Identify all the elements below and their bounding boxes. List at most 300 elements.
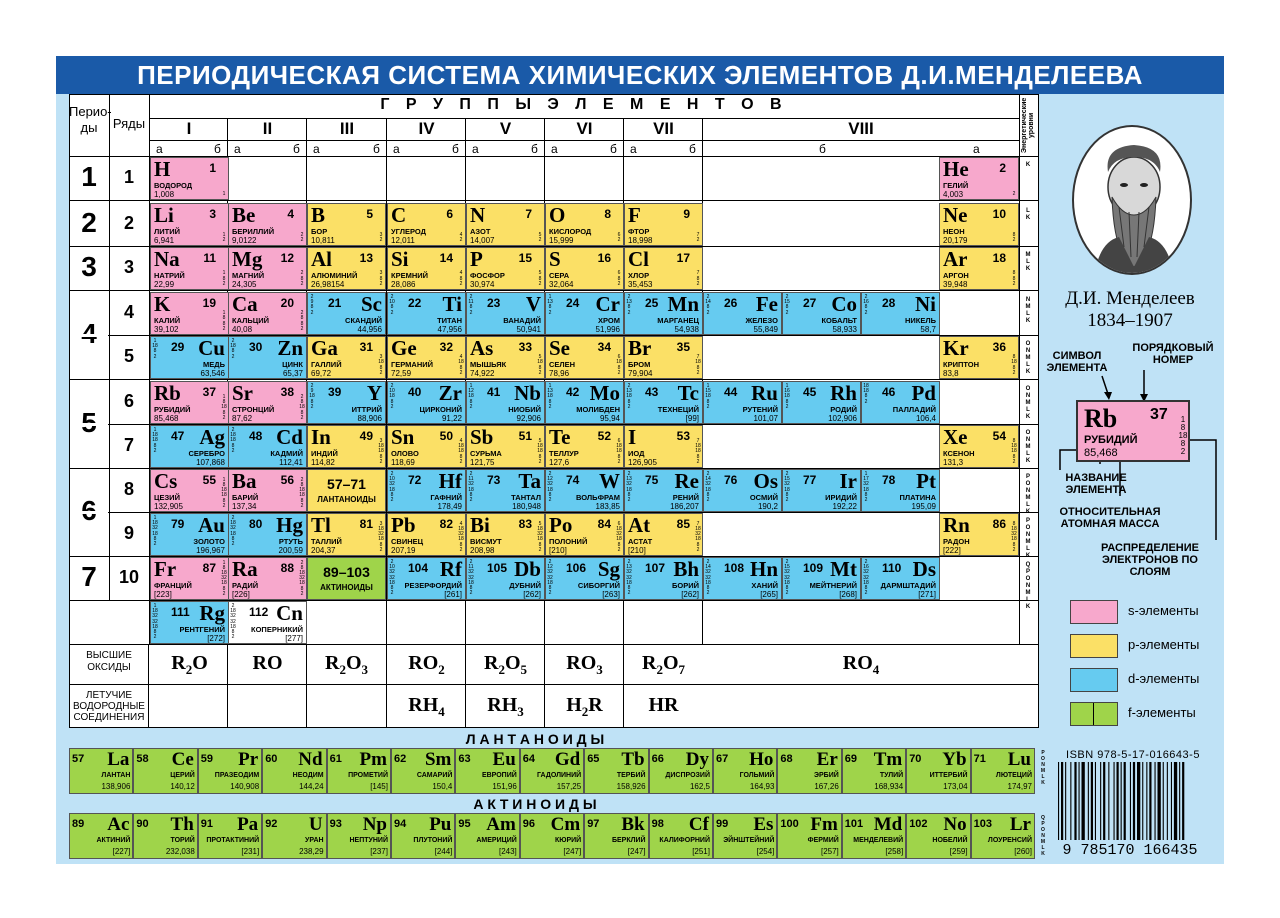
element-name: СИБОРГИЙ	[577, 581, 620, 590]
element-name: РТУТЬ	[278, 537, 303, 546]
element-cell-s	[545, 247, 624, 290]
element-cell-hg	[228, 513, 307, 556]
atomic-mass: [226]	[232, 590, 250, 599]
f-element-cell-ac	[69, 813, 133, 859]
element-symbol: Ce	[171, 749, 194, 770]
element-symbol: As	[470, 336, 494, 360]
atomic-number: 88	[280, 561, 294, 575]
atomic-number: 95	[458, 818, 471, 830]
atomic-number: 46	[882, 385, 896, 399]
barcode-bar	[1182, 762, 1184, 840]
atomic-mass: 183,85	[595, 502, 620, 511]
grid-line	[69, 290, 1039, 291]
subgroup-a-label: а	[551, 142, 558, 156]
element-cell-os	[703, 469, 782, 512]
element-name: ВИСМУТ	[470, 537, 502, 546]
electron-shells: 2 13 8 2	[626, 294, 632, 316]
f-element-cell-cm	[520, 813, 584, 859]
element-cell-p	[466, 247, 545, 290]
barcode-bar	[1088, 762, 1089, 840]
element-cell-ga	[307, 336, 386, 379]
element-symbol: Hg	[276, 513, 303, 537]
f-element-cell-md	[842, 813, 906, 859]
atomic-mass: 58,933	[832, 325, 857, 334]
element-cell-at	[624, 513, 703, 556]
element-cell-br	[624, 336, 703, 379]
row-label-9: 9	[123, 523, 134, 543]
subgroup-a-label: а	[393, 142, 400, 156]
element-cell-kr	[939, 336, 1019, 379]
barcode-bar	[1167, 762, 1168, 840]
atomic-mass: 144,24	[299, 782, 324, 791]
atomic-number: 61	[329, 753, 342, 765]
key-example-mass: 85,468	[1084, 447, 1118, 459]
element-symbol: B	[311, 203, 326, 227]
subgroup-a-label: а	[630, 142, 637, 156]
element-name: ИОД	[628, 449, 645, 458]
electron-shells: 2	[1012, 190, 1016, 197]
atomic-number: 83	[518, 517, 532, 531]
element-name: БЕРИЛЛИЙ	[232, 227, 275, 236]
energy-level-indicator: O N M L K	[1025, 341, 1031, 375]
element-name: БЕРКЛИЙ	[611, 837, 646, 844]
element-symbol: Hn	[749, 557, 778, 581]
atomic-mass: 207,19	[391, 546, 416, 555]
barcode-bar	[1100, 762, 1101, 840]
atomic-number: 82	[439, 517, 453, 531]
atomic-mass: [210]	[549, 546, 567, 555]
element-symbol: Pt	[916, 469, 936, 493]
element-name: МЕНДЕЛЕВИЙ	[853, 837, 904, 844]
element-symbol: Rf	[439, 557, 462, 581]
element-name: МАРГАНЕЦ	[657, 316, 699, 325]
element-symbol: Db	[514, 557, 541, 581]
element-name: ГАДОЛИНИЙ	[537, 772, 582, 779]
element-symbol: Pa	[237, 814, 259, 835]
barcode-digits: 9 785170 166435	[1062, 842, 1198, 859]
atomic-number: 108	[724, 561, 745, 575]
energy-level-indicator: P O N M L K	[1025, 518, 1031, 559]
element-symbol: At	[628, 513, 651, 537]
electron-shells: 7 2	[696, 231, 700, 243]
key-example-cell	[1076, 400, 1190, 462]
atomic-mass: 4,003	[943, 190, 964, 199]
period-label-2: 2	[81, 207, 97, 238]
element-name: ЛАНТАН	[101, 772, 131, 779]
element-name: ВАНАДИЙ	[503, 316, 541, 325]
element-cell-sr	[228, 381, 307, 424]
electron-shells: 1 15 18 8 2	[705, 383, 711, 410]
element-name: БОР	[311, 227, 328, 236]
element-symbol: Bi	[470, 513, 490, 537]
element-symbol: Cl	[628, 247, 649, 271]
electron-shells: 7 18 32 18 8 2	[695, 520, 701, 553]
element-symbol: Ru	[751, 381, 778, 405]
atomic-mass: [99]	[685, 414, 699, 423]
atomic-mass: 95,94	[599, 414, 620, 423]
atomic-mass: [257]	[820, 847, 839, 856]
element-cell-xe	[939, 425, 1019, 468]
atomic-mass: 18,998	[628, 236, 653, 245]
element-cell-nb	[466, 381, 545, 424]
f-element-cell-dy	[649, 748, 713, 794]
electron-shells: 7 8 2	[696, 270, 700, 287]
atomic-mass: [237]	[370, 847, 388, 856]
f-element-cell-sm	[391, 748, 455, 794]
atomic-mass: 79,904	[628, 369, 653, 378]
atomic-mass: [247]	[627, 847, 646, 856]
key-name-label: НАЗВАНИЕ ЭЛЕМЕНТА	[1065, 472, 1127, 496]
element-cell-pd	[861, 381, 940, 424]
f-element-cell-es	[713, 813, 777, 859]
subgroup-b-label: б	[293, 142, 300, 156]
atomic-number: 24	[566, 296, 580, 310]
electron-shells: 1 16 18 8 2	[784, 383, 790, 410]
atomic-mass: 58,7	[920, 325, 936, 334]
electron-shells: 4 8 2	[459, 270, 463, 287]
barcode-bar	[1061, 762, 1063, 840]
barcode-bar	[1070, 762, 1071, 840]
atomic-mass: 164,93	[749, 782, 775, 791]
element-name: СТРОНЦИЙ	[232, 405, 275, 414]
atomic-number: 40	[408, 385, 422, 399]
atomic-number: 80	[249, 517, 263, 531]
atomic-mass: [261]	[444, 590, 462, 599]
element-symbol: Mg	[232, 247, 263, 271]
element-symbol: Ti	[442, 292, 462, 316]
atomic-mass: 151,96	[492, 782, 517, 791]
atomic-number: 42	[566, 385, 580, 399]
element-cell-cr	[545, 292, 624, 335]
element-name: МЕЙТНЕРИЙ	[809, 581, 857, 590]
atomic-mass: 180,948	[512, 502, 541, 511]
element-name: ДИСПРОЗИЙ	[665, 772, 710, 779]
element-symbol: V	[525, 292, 541, 316]
element-symbol: Nb	[514, 381, 541, 405]
grid-line	[69, 200, 1039, 201]
atomic-number: 18	[992, 251, 1006, 265]
atomic-mass: 9,0122	[232, 236, 257, 245]
electron-shells: 2 8 8 2	[300, 310, 304, 332]
electron-shells: 1 18 32 32 18 8 2	[152, 603, 158, 641]
element-name: АСТАТ	[628, 537, 653, 546]
atomic-number: 101	[844, 818, 864, 830]
periodic-table-grid	[69, 94, 1039, 728]
element-symbol: Sb	[470, 425, 494, 449]
element-cell-pt	[861, 469, 940, 512]
f-element-cell-nd	[262, 748, 326, 794]
electron-shells: 8 18 8 2	[1011, 354, 1017, 376]
atomic-mass: 158,926	[616, 782, 646, 791]
element-symbol: Al	[311, 247, 332, 271]
row-label-6: 6	[123, 391, 134, 411]
element-cell-zn	[228, 336, 307, 379]
atomic-mass: 186,207	[670, 502, 699, 511]
electron-shells: 1 12 18 8 2	[468, 383, 474, 410]
element-symbol: Am	[486, 814, 516, 835]
element-cell-ir	[782, 469, 861, 512]
element-name: ФЕРМИЙ	[807, 837, 839, 844]
hydride-formula: $H_2R$	[566, 694, 603, 719]
subgroup-b-label: б	[689, 142, 696, 156]
atomic-mass: 238,29	[299, 847, 324, 856]
f-element-cell-th	[133, 813, 197, 859]
element-cell-li	[150, 203, 229, 246]
element-symbol: Cn	[276, 601, 303, 625]
atomic-mass: 63,546	[200, 369, 225, 378]
atomic-number: 11	[203, 251, 216, 265]
atomic-mass: [210]	[628, 546, 646, 555]
element-symbol: Pu	[429, 814, 452, 835]
atomic-number: 7	[525, 207, 532, 221]
atomic-number: 38	[280, 385, 294, 399]
element-cell-i	[624, 425, 703, 468]
electron-shells: 4 18 8 2	[458, 354, 464, 376]
atomic-number: 89	[72, 818, 85, 830]
f-element-cell-lr	[971, 813, 1035, 859]
atomic-mass: 55,849	[753, 325, 778, 334]
element-symbol: C	[391, 203, 407, 227]
atomic-mass: 102,906	[828, 414, 857, 423]
barcode-bar	[1058, 762, 1059, 840]
electron-shells: 4 2	[459, 231, 463, 243]
element-name: РУБИДИЙ	[154, 405, 191, 414]
element-symbol: Cs	[154, 469, 178, 493]
element-name: СЕЛЕН	[549, 360, 576, 369]
electron-shells: 2 8 18 32 18 8 2	[299, 559, 305, 597]
group-label-I: I	[186, 119, 192, 138]
atomic-number: 86	[992, 517, 1006, 531]
atomic-number: 5	[366, 207, 373, 221]
barcode-bar	[1121, 762, 1122, 840]
groups-header: Г Р У П П Ы Э Л Е М Е Н Т О В	[380, 96, 788, 113]
element-name: АКТИНИЙ	[96, 837, 131, 844]
element-name: НЕОДИМ	[292, 772, 324, 779]
element-name: РЕНТГЕНИЙ	[179, 625, 225, 634]
subgroup-b-label: б	[373, 142, 380, 156]
element-name: КОБАЛЬТ	[821, 316, 857, 325]
element-symbol: Ge	[391, 336, 417, 360]
period-merge-mask	[70, 423, 108, 426]
element-cell-ni	[861, 292, 940, 335]
atomic-mass: 162,5	[689, 782, 710, 791]
legend-label: f-элементы	[1128, 705, 1196, 720]
element-name: ЖЕЛЕЗО	[745, 316, 778, 325]
legend-swatch	[1070, 634, 1118, 658]
barcode-bar	[1171, 762, 1172, 840]
barcode-bar	[1174, 762, 1177, 840]
atomic-mass: 200,59	[278, 546, 303, 555]
atomic-number: 59	[200, 753, 214, 765]
element-symbol: Tl	[311, 513, 331, 537]
key-number-label: ПОРЯДКОВЫЙ НОМЕР	[1132, 342, 1214, 366]
element-cell-ge	[387, 336, 466, 379]
row-label-5: 5	[123, 346, 134, 366]
electron-shells: 2 13 32 32 18 8 2	[626, 559, 632, 597]
atomic-mass: 107,868	[196, 458, 225, 467]
legend-label: s-элементы	[1128, 603, 1199, 618]
element-symbol: Pm	[359, 749, 387, 770]
element-cell-bh	[624, 557, 703, 600]
element-symbol: S	[549, 247, 561, 271]
atomic-mass: 74,922	[470, 369, 495, 378]
electron-shells: 2 10 32 32 18 8 2	[389, 559, 395, 597]
atomic-mass: [259]	[949, 847, 968, 856]
element-symbol: Te	[549, 425, 571, 449]
element-symbol: Ir	[839, 469, 857, 493]
isbn-text: ISBN 978-5-17-016643-5	[1066, 749, 1200, 761]
atomic-mass: [262]	[681, 590, 699, 599]
atomic-number: 60	[265, 753, 278, 765]
atomic-mass: 78,96	[549, 369, 570, 378]
electron-shells: 2 8 2	[300, 270, 304, 287]
element-cell-pb	[387, 513, 466, 556]
element-symbol: Dy	[685, 749, 709, 770]
grid-line	[69, 684, 1039, 685]
subgroup-b-label: б	[452, 142, 459, 156]
electron-shells: 3 18 8 2	[378, 354, 384, 376]
legend-swatch	[1070, 668, 1118, 692]
element-symbol: Tb	[621, 749, 645, 770]
atomic-mass: [145]	[370, 782, 388, 791]
element-name: ЭРБИЙ	[814, 772, 839, 779]
element-symbol: No	[943, 814, 967, 835]
element-symbol: Gd	[554, 749, 581, 770]
barcode-bar	[1124, 762, 1126, 840]
f-element-cell-u	[262, 813, 326, 859]
grid-line	[148, 644, 149, 727]
key-example-shells: 1 8 18 8 2	[1178, 415, 1188, 456]
higher-oxide-formula: $R_2O_7$	[641, 652, 685, 677]
atomic-number: 65	[587, 753, 600, 765]
legend-label: p-элементы	[1128, 637, 1200, 652]
element-name: НИОБИЙ	[508, 405, 541, 414]
atomic-mass: 12,011	[391, 236, 415, 245]
atomic-number: 112	[249, 605, 269, 619]
atomic-number: 12	[280, 251, 294, 265]
element-symbol: Mt	[830, 557, 857, 581]
atomic-mass: 131,3	[943, 458, 964, 467]
element-cell-si	[387, 247, 466, 290]
electron-shells: 6 18 18 8 2	[616, 437, 622, 465]
f-element-cell-np	[327, 813, 391, 859]
element-symbol: Ra	[232, 557, 258, 581]
electron-shells: 2 11 32 32 18 8 2	[468, 559, 474, 597]
f-element-cell-yb	[906, 748, 970, 794]
element-symbol: Hf	[438, 469, 462, 493]
atomic-mass: 101,07	[753, 414, 778, 423]
atomic-mass: [263]	[602, 590, 620, 599]
element-symbol: Po	[549, 513, 573, 537]
element-name: УРАН	[305, 837, 324, 844]
element-name: АЛЮМИНИЙ	[311, 271, 358, 280]
element-symbol: Kr	[943, 336, 969, 360]
atomic-number: 99	[716, 818, 729, 830]
key-example-number: 37	[1150, 406, 1168, 423]
atomic-mass: [222]	[943, 546, 961, 555]
energy-level-indicator: M L K	[1025, 252, 1031, 272]
electron-shells: 1	[222, 190, 226, 197]
grid-line	[69, 644, 1039, 645]
element-cell-o	[545, 203, 624, 246]
atomic-number: 27	[803, 296, 817, 310]
element-symbol: La	[107, 749, 130, 770]
element-symbol: Os	[753, 469, 778, 493]
electron-shells: 6 18 8 2	[616, 354, 622, 376]
f-element-cell-fm	[777, 813, 841, 859]
legend-label: d-элементы	[1128, 671, 1200, 686]
element-name: МОЛИБДЕН	[576, 405, 620, 414]
atomic-number: 35	[676, 340, 690, 354]
hydride-formula: $RH_3$	[487, 694, 524, 719]
element-cell-ds	[861, 557, 940, 600]
atomic-number: 75	[645, 473, 659, 487]
element-symbol: Sc	[361, 292, 382, 316]
atomic-mass: 39,948	[943, 280, 968, 289]
element-name: УГЛЕРОД	[391, 227, 426, 236]
atomic-number: 78	[882, 473, 896, 487]
atomic-number: 104	[408, 561, 429, 575]
element-cell-b	[307, 203, 386, 246]
element-symbol: O	[549, 203, 566, 227]
electron-shells: 1 17 32 18 8 2	[863, 471, 869, 504]
atomic-number: 41	[487, 385, 501, 399]
element-name: АЗОТ	[470, 227, 491, 236]
barcode-bar	[1133, 762, 1135, 840]
element-symbol: Md	[873, 814, 903, 835]
element-cell-re	[624, 469, 703, 512]
element-cell-tc	[624, 381, 703, 424]
element-name: ДУБНИЙ	[509, 581, 541, 590]
atomic-mass: 65,37	[282, 369, 303, 378]
group-label-II: II	[262, 119, 273, 138]
atomic-mass: 140,908	[230, 782, 260, 791]
element-symbol: Cu	[198, 336, 225, 360]
element-symbol: Np	[362, 814, 387, 835]
element-cell-rb	[150, 381, 229, 424]
mendeleev-portrait-image	[1074, 127, 1192, 275]
barcode-bar	[1095, 762, 1096, 840]
electron-shells: 2 16 32 32 18 8 2	[863, 559, 869, 597]
electron-shells: 2 14 32 18 8 2	[705, 471, 711, 504]
subgroup-a-label: а	[472, 142, 479, 156]
f-element-cell-ce	[133, 748, 197, 794]
element-symbol: Th	[170, 814, 194, 835]
atomic-mass: 85,468	[154, 414, 179, 423]
group-label-VII: VII	[653, 119, 674, 138]
element-cell-sn	[387, 425, 466, 468]
atomic-mass: 83,8	[943, 369, 959, 378]
barcode-bar	[1137, 762, 1140, 840]
energy-levels-header: Энергетические уровни	[1021, 97, 1035, 153]
element-symbol: K	[154, 292, 171, 316]
element-name: РОДИЙ	[830, 405, 857, 414]
grid-line	[1019, 94, 1020, 644]
atomic-number: 52	[597, 429, 611, 443]
element-symbol: Mn	[667, 292, 699, 316]
element-symbol: Re	[674, 469, 699, 493]
element-name: СЕРА	[549, 271, 570, 280]
page-title: ПЕРИОДИЧЕСКАЯ СИСТЕМА ХИМИЧЕСКИХ ЭЛЕМЕНТОВ Д.И.МЕНДЕЛЕЕВА	[56, 56, 1224, 94]
atomic-number: 100	[780, 818, 799, 830]
element-name: ЦЕРИЙ	[170, 772, 195, 779]
higher-oxide-formula: RO	[252, 652, 283, 674]
barcode-bar	[1091, 762, 1093, 840]
special-cell-actinoids	[307, 557, 386, 600]
atomic-number: 1	[209, 161, 216, 175]
period-label-1: 1	[81, 161, 97, 192]
element-name: ТОРИЙ	[170, 837, 195, 844]
